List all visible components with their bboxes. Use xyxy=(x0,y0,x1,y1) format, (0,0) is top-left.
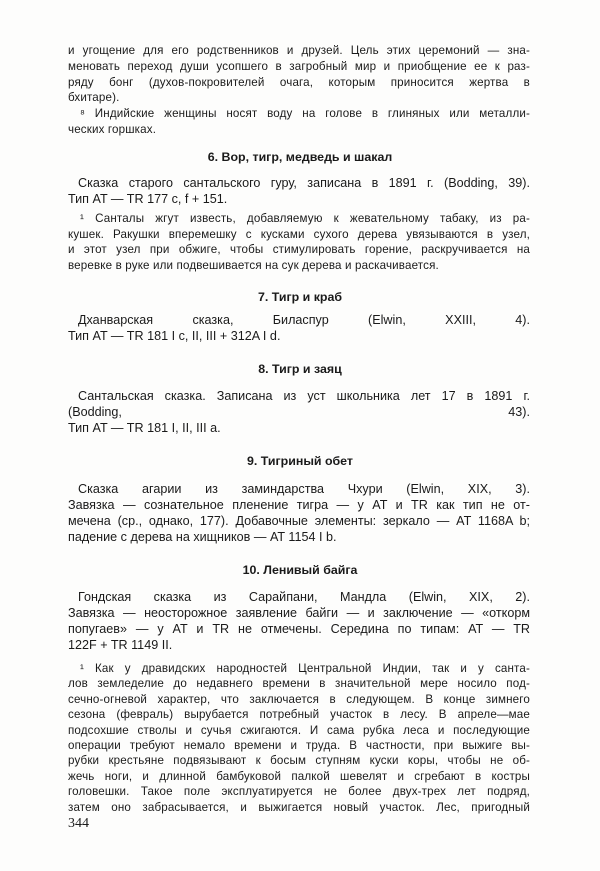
footnote-line: ряду бонг (духов-покровителей очага, которым приносится жертва в xyxy=(68,75,530,89)
section-heading: 6. Вор, тигр, медведь и шакал xyxy=(207,150,393,164)
paragraph-line: 122F + TR 1149 II. xyxy=(68,638,173,652)
footnote-line: ¹ Как у дравидских народностей Центральной Индии, так и у санта- xyxy=(80,662,530,675)
footnote-line: и угощение для его родственников и друзей. Цель этих церемоний — зна- xyxy=(68,44,530,57)
paragraph-line: Завязка — неосторожное заявление байги — и заключение — «откорм xyxy=(68,606,530,620)
section-heading: 9. Тигриный обет xyxy=(247,454,353,468)
paragraph-line: Сантальская сказка. Записана из уст школьника лет 17 в 1891 г. xyxy=(78,389,530,403)
footnote-line: лов земледелие до недавнего времени в значительной мере носило под- xyxy=(68,677,530,691)
footnote-line: сезона (февраль) вырубается потребный участок в лесу. В апреле—мае xyxy=(68,708,530,722)
paragraph-line: Дханварская сказка, Биласпур (Elwin, XXIII, 4). xyxy=(78,313,530,327)
footnote-line: ческих горшках. xyxy=(68,122,157,136)
paragraph-line: Тип AT — TR 181 I c, II, III + 312A I d. xyxy=(68,328,281,343)
section-heading: 10. Ленивый байга xyxy=(242,563,358,577)
footnote-line: сечно-огневой характер, что заключается в следующем. В конце зимнего xyxy=(68,692,530,706)
paragraph-line: Тип AT — TR 181 I, II, III a. xyxy=(68,421,221,435)
footnote-line: ¹ Санталы жгут известь, добавляемую к жевательному табаку, из ра- xyxy=(80,212,530,225)
footnote-line: головешки. Такое поле эксплуатируется не более двух-трех лет подряд, xyxy=(68,785,530,799)
paragraph-line: мечена (ср., однако, 177). Добавочные элементы: зеркало — AT 1168A b; xyxy=(68,514,530,528)
paragraph-line: попугаев» — у AT и TR не отмечены. Середина по типам: AT — TR xyxy=(68,622,530,636)
page-number: 344 xyxy=(68,816,89,831)
footnote-line: бхитаре). xyxy=(68,91,120,105)
paragraph-line: Гондская сказка из Сарайпани, Мандла (Elwin, XIX, 2). xyxy=(78,590,530,604)
footnote-line: ⁸ Индийские женщины носят воду на голове в глиняных или металли- xyxy=(80,107,530,120)
footnote-line: операции требуют немало времени и труда. В частности, при выжиге вы- xyxy=(68,739,530,752)
footnote-line: жечь ноги, и длинной бамбуковой палкой шевелят и сгребают в костры xyxy=(68,769,530,783)
section-heading: 7. Тигр и краб xyxy=(257,290,343,304)
footnote-line: подсохшие стволы и сучья сжигаются. И сама рубка леса и последующие xyxy=(68,723,530,737)
paragraph-line: Завязка — сознательное пленение тигра — у AT и TR как тип не от- xyxy=(68,498,530,512)
paragraph-line: (Bodding, 43). xyxy=(68,405,530,419)
footnote-line: веревке в руке или подвешивается на сук дерева и раскачивается. xyxy=(68,258,439,272)
footnote-line: кушек. Ракушки вперемешку с кусками сухого дерева увязываются в узел, xyxy=(68,227,530,241)
footnote-line: затем оно забрасывается, и выжигается новый участок. Лес, пригодный xyxy=(68,800,530,814)
footnote-line: рубки крестьяне подвязывают к босым ступням куски коры, чтобы не об- xyxy=(68,754,530,768)
paragraph-line: Сказка старого сантальского гуру, записана в 1891 г. (Bodding, 39). xyxy=(78,176,530,190)
footnote-line: и этот узел при обжиге, чтобы стимулировать горение, раскручивается на xyxy=(68,243,530,256)
paragraph-line: Сказка агарии из заминдарства Чхури (Elwin, XIX, 3). xyxy=(78,482,530,496)
paragraph-line: Тип AT — TR 177 c, f + 151. xyxy=(68,191,228,206)
paragraph-line: падение с дерева на хищников — AT 1154 I b. xyxy=(68,530,337,544)
footnote-line: меновать переход души усопшего в загробный мир и приобщение ее к раз- xyxy=(68,59,530,73)
section-heading: 8. Тигр и заяц xyxy=(258,362,342,376)
